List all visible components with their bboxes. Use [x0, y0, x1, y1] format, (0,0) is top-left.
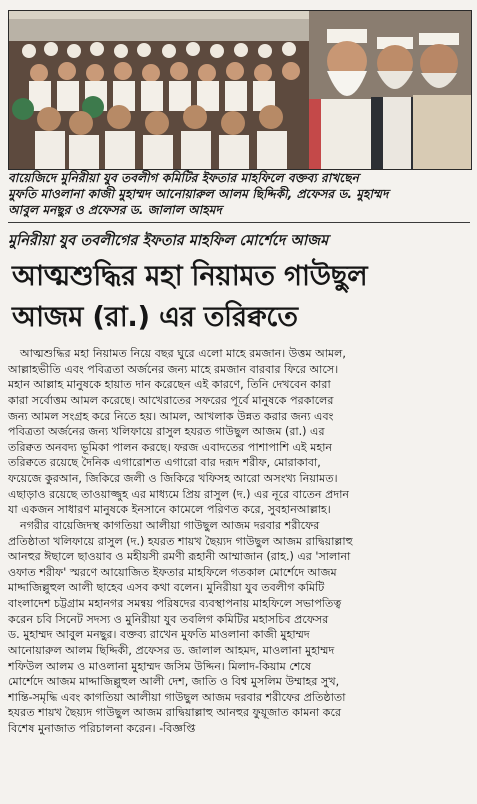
body-line: প্রতিষ্ঠাতা খলিফায়ে রাসুল (দ.) হযরত শায়খ ছৈয়্যদ গাউছুল আজম রাদ্বিয়াল্লাহু	[8, 534, 353, 548]
body-line: তরিক্বত অনবদ্য ভূমিকা পালন করছে। ফরজ এবাদতের পাশাপাশি এই মহান	[8, 440, 333, 454]
body-line: আনোয়ারুল আলম ছিদ্দিকী, প্রফেসর ড. জালাল আহমদ, মাওলানা মুহাম্মদ	[8, 643, 335, 657]
body-line: শান্তি-সমৃদ্ধি এবং কাগতিয়া আলীয়া গাউছুল আজম দরবার শরীফের প্রতিষ্ঠাতা	[8, 690, 346, 704]
body-line: মাদ্দাজিল্লুহুল আলী ছাহেব এসব কথা বলেন। মুনিরীয়া যুব তবলীগ কমিটি	[8, 581, 325, 595]
body-line: এছাড়াও রয়েছে তাওয়াজ্জুহ এর মাধ্যমে প্রিয় রাসুল (দ.) এর নূরে বাতেন প্রদান	[8, 487, 350, 501]
body-line: ফয়েজে কুরআন, জিকিরে জলী ও জিকিরে খফিসহ আরো অসংখ্য নিয়ামত।	[8, 472, 338, 485]
caption-line: আবুল মনছুর ও প্রফেসর ড. জালাল আহমদ	[8, 203, 222, 217]
headline-line: আজম (রা.) এর তরিক্বতে	[12, 301, 298, 333]
body-line: আত্মশুদ্ধির মহা নিয়ামত নিয়ে বছর ঘুরে এলো মাহে রমজান। উত্তম আমল,	[20, 347, 346, 360]
body-line: শফিউল আলম ও মাওলানা মুহাম্মদ জসিম উদ্দিন। মিলাদ-কিয়াম শেষে	[8, 659, 311, 673]
body-line: করেন চবি সিনেট সদস্য ও মুনিরীয়া যুব তবলিগ কমিটির মহাসচিব প্রফেসর	[8, 612, 329, 626]
body-line: বাংলাদেশ চট্টগ্রাম মহানগর সমন্বয় পরিষদের ব্যবস্থাপনায় মাহফিলে সভাপতিত্ব	[8, 597, 342, 610]
body-line: হযরত শায়খ ছৈয়্যদ গাউছুল আজম রাদ্বিয়াল্লাহু আনহুর ফুয়ূজাত কামনা করে	[8, 706, 342, 720]
kicker-headline: মুনিরীয়া যুব তবলীগের ইফতার মাহফিল মোর্শেদে আজম	[8, 233, 329, 249]
caption-line: মুফতি মাওলানা কাজী মুহাম্মদ আনোয়ারুল আলম ছিদ্দিকী, প্রফেসর ড. মুহাম্মদ	[8, 187, 389, 201]
body-line: নগরীর বায়েজিদস্থ কাগতিয়া আলীয়া গাউছুল আজম দরবার শরীফের	[20, 518, 320, 532]
body-line: বিশেষ মুনাজাত পরিচালনা করেন। -বিজ্ঞপ্তি	[8, 722, 196, 735]
body-line: মহান আল্লাহ মানুষকে হায়াত দান করেছেন এই কারণে, তিনি দেখবেন কারা	[8, 378, 331, 392]
divider	[8, 222, 470, 223]
article-body	[8, 346, 470, 737]
photo-illustration	[9, 11, 471, 169]
body-line: যা একজন সাধারণ মানুষকে ইনসানে কামেলে পরিণত করে, সুবহানআল্লাহ।	[8, 503, 331, 517]
body-line: জন্য আমল সংগ্রহ করে নিতে হয়। আমল, আখলাক উন্নত করার জন্য এবং	[8, 409, 334, 423]
body-line: পবিত্রতা অর্জনের জন্য খলিফায়ে রাসুল হযরত গাউছুল আজম (রা.) এর	[8, 425, 325, 439]
caption-line: বায়েজিদে মুনিরীয়া যুব তবলীগ কমিটির ইফতার মাহফিলে বক্তব্য রাখছেন	[8, 171, 359, 185]
body-line: ড. মুহাম্মদ আবুল মনছুর। বক্তব্য রাখেন মুফতি মাওলানা কাজী মুহাম্মদ	[8, 628, 310, 642]
photo-caption	[8, 170, 470, 218]
iftar-gathering-photo	[8, 10, 472, 170]
body-line: আনহুর ঈছালে ছাওয়াব ও মহীয়সী রমণী রূহানী আম্মাজান (রাহ.) এর 'সালানা	[8, 550, 351, 564]
body-line: ওফাত শরীফ' স্মরণে আয়োজিত ইফতার মাহফিলে গতকাল মোর্শেদে আজম	[8, 565, 337, 579]
headline-line: আত্মশুদ্ধির মহা নিয়ামত গাউছুল	[12, 260, 368, 292]
body-line: কারা সর্বোত্তম আমল করেছে। আখেরাতের সফরের পূর্বে মানুষকে পরকালের	[8, 393, 334, 407]
main-headline	[12, 256, 472, 338]
body-line: তরিক্বতে রয়েছে দৈনিক এগারোশত এগারো বার দরূদ শরীফ, মোরাকাবা,	[8, 456, 321, 470]
body-line: আল্লাহভীতি এবং পবিত্রতা অর্জনের জন্য মাহে রমজান বারবার ফিরে আসে।	[8, 362, 339, 376]
body-line: মোর্শেদে আজম মাদ্দাজিল্লুহুল আলী দেশ, জাতি ও বিশ্ব মুসলিম উম্মাহর সুখ,	[8, 675, 340, 689]
